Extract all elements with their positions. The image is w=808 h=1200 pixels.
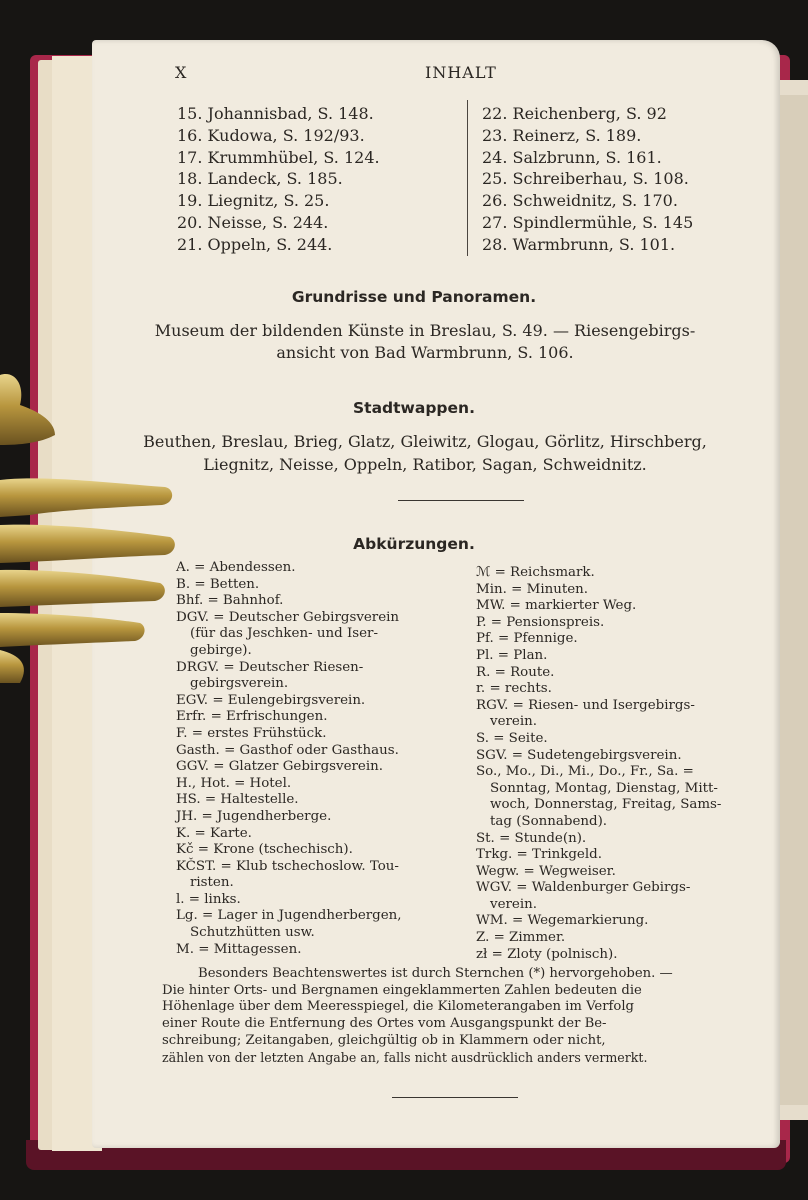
list-item: zł = Zloty (polnisch). — [476, 946, 618, 962]
list-item: verein. — [490, 714, 537, 730]
list-item: 16. Kudowa, S. 192/93. — [177, 125, 365, 145]
list-item: 27. Spindlermühle, S. 145 — [482, 212, 694, 232]
list-item: KČST. = Klub tschechoslow. Tou- — [176, 858, 399, 874]
list-item: GGV. = Glatzer Gebirgsverein. — [176, 759, 383, 775]
grundrisse-line-1: Museum der bildenden Künste in Breslau, S. 49. — Riesengebirgs- — [154, 321, 696, 340]
list-item: MW. = markierter Weg. — [476, 598, 637, 614]
page-number: X — [175, 63, 188, 82]
footnote-line: einer Route die Entfernung des Ortes vom Ausgangspunkt der Be- — [162, 1016, 607, 1032]
list-item: F. = erstes Frühstück. — [176, 725, 327, 741]
list-item: 21. Oppeln, S. 244. — [177, 234, 333, 254]
abbreviations-left — [176, 560, 402, 958]
list-item: 20. Neisse, S. 244. — [177, 212, 329, 232]
list-item: Pf. = Pfennige. — [476, 631, 578, 647]
list-item: DGV. = Deutscher Gebirgsverein — [176, 609, 400, 625]
list-item: Min. = Minuten. — [476, 581, 589, 597]
list-item: l. = links. — [176, 891, 241, 907]
list-item: Kč = Krone (tschechisch). — [176, 842, 353, 858]
footnote-line: Höhenlage über dem Meeresspiegel, die Kilometerangaben im Verfolg — [162, 999, 634, 1015]
list-item: Lg. = Lager in Jugendherbergen, — [176, 908, 402, 924]
list-item: S. = Seite. — [476, 730, 548, 746]
list-item: ℳ = Reichsmark. — [476, 565, 595, 580]
section-title-abkuerzungen: Abkürzungen. — [353, 535, 475, 553]
list-item: 19. Liegnitz, S. 25. — [177, 191, 330, 211]
list-item: DRGV. = Deutscher Riesen- — [176, 659, 364, 675]
list-item: Gasth. = Gasthof oder Gasthaus. — [176, 742, 399, 758]
abbreviations-right — [476, 565, 721, 963]
list-item: 15. Johannisbad, S. 148. — [177, 104, 374, 123]
grundrisse-line-2: ansicht von Bad Warmbrunn, S. 106. — [276, 343, 574, 362]
list-item: H., Hot. = Hotel. — [176, 775, 292, 791]
list-item: WM. = Wegemarkierung. — [476, 913, 649, 929]
map-list-left — [177, 103, 380, 256]
list-item: 18. Landeck, S. 185. — [177, 169, 343, 189]
list-item: tag (Sonnabend). — [490, 813, 608, 829]
section-title-stadtwappen: Stadtwappen. — [353, 399, 475, 417]
footnote-line: Die hinter Orts- und Bergnamen eingeklammerten Zahlen bedeuten die — [162, 982, 642, 998]
list-item: M. = Mittagessen. — [176, 941, 302, 957]
list-item: r. = rechts. — [476, 681, 552, 697]
list-item: Wegw. = Wegweiser. — [476, 863, 616, 879]
list-item: 24. Salzbrunn, S. 161. — [482, 147, 662, 167]
list-item: B. = Betten. — [176, 576, 260, 592]
list-item: R. = Route. — [476, 664, 555, 680]
list-item: (für das Jeschken- und Iser- — [190, 626, 378, 642]
list-item: Trkg. = Trinkgeld. — [476, 847, 602, 863]
list-item: woch, Donnerstag, Freitag, Sams- — [490, 797, 722, 813]
list-item: EGV. = Eulengebirgsverein. — [176, 692, 366, 708]
list-item: risten. — [190, 875, 234, 891]
section-title-grundrisse: Grundrisse und Panoramen. — [291, 288, 537, 306]
list-item: Sonntag, Montag, Dienstag, Mitt- — [490, 780, 718, 796]
list-item: gebirge). — [190, 642, 252, 658]
footnote-paragraph — [162, 966, 673, 1066]
list-item: HS. = Haltestelle. — [176, 792, 299, 808]
list-item: 17. Krummhübel, S. 124. — [177, 147, 380, 167]
list-item: Erfr. = Erfrischungen. — [176, 709, 328, 725]
divider-rule — [398, 500, 524, 501]
footnote-line: zählen von der letzten Angabe an, falls nicht ausdrücklich anders vermerkt. — [162, 1049, 648, 1065]
list-item: Pl. = Plan. — [476, 647, 548, 663]
map-list-right — [482, 103, 693, 256]
list-item: St. = Stunde(n). — [476, 830, 587, 846]
list-item: verein. — [490, 896, 537, 912]
list-item: 23. Reinerz, S. 189. — [482, 125, 642, 145]
stadtwappen-line-2: Liegnitz, Neisse, Oppeln, Ratibor, Sagan, Schweidnitz. — [203, 455, 647, 474]
footnote-line: schreibung; Zeitangaben, gleichgültig ob in Klammern oder nicht, — [162, 1032, 606, 1048]
list-item: K. = Karte. — [176, 825, 252, 841]
list-item: Z. = Zimmer. — [476, 930, 566, 946]
list-item: Bhf. = Bahnhof. — [176, 593, 284, 609]
bottom-rule — [392, 1097, 518, 1098]
list-item: P. = Pensionspreis. — [476, 614, 605, 630]
facing-page-shadow — [776, 95, 808, 1105]
list-item: gebirgsverein. — [190, 676, 289, 692]
footnote-line: Besonders Beachtenswertes ist durch Sternchen (*) hervorgehoben. — — [198, 966, 673, 981]
list-item: So., Mo., Di., Mi., Do., Fr., Sa. = — [476, 764, 694, 780]
list-item: 28. Warmbrunn, S. 101. — [482, 234, 676, 254]
list-item: 26. Schweidnitz, S. 170. — [482, 191, 678, 211]
brass-hand-page-holder — [0, 365, 180, 685]
list-item: WGV. = Waldenburger Gebirgs- — [476, 880, 691, 896]
running-header: INHALT — [425, 63, 497, 82]
list-item: RGV. = Riesen- und Isergebirgs- — [476, 697, 695, 713]
list-item: 22. Reichenberg, S. 92 — [482, 104, 667, 123]
list-item: SGV. = Sudetengebirgsverein. — [476, 747, 682, 763]
list-item: JH. = Jugendherberge. — [176, 808, 332, 824]
list-item: A. = Abendessen. — [176, 560, 296, 575]
column-divider — [467, 100, 468, 256]
list-item: 25. Schreiberhau, S. 108. — [482, 169, 689, 189]
stadtwappen-line-1: Beuthen, Breslau, Brieg, Glatz, Gleiwitz, Glogau, Görlitz, Hirschberg, — [143, 432, 707, 451]
list-item: Schutzhütten usw. — [190, 925, 315, 941]
